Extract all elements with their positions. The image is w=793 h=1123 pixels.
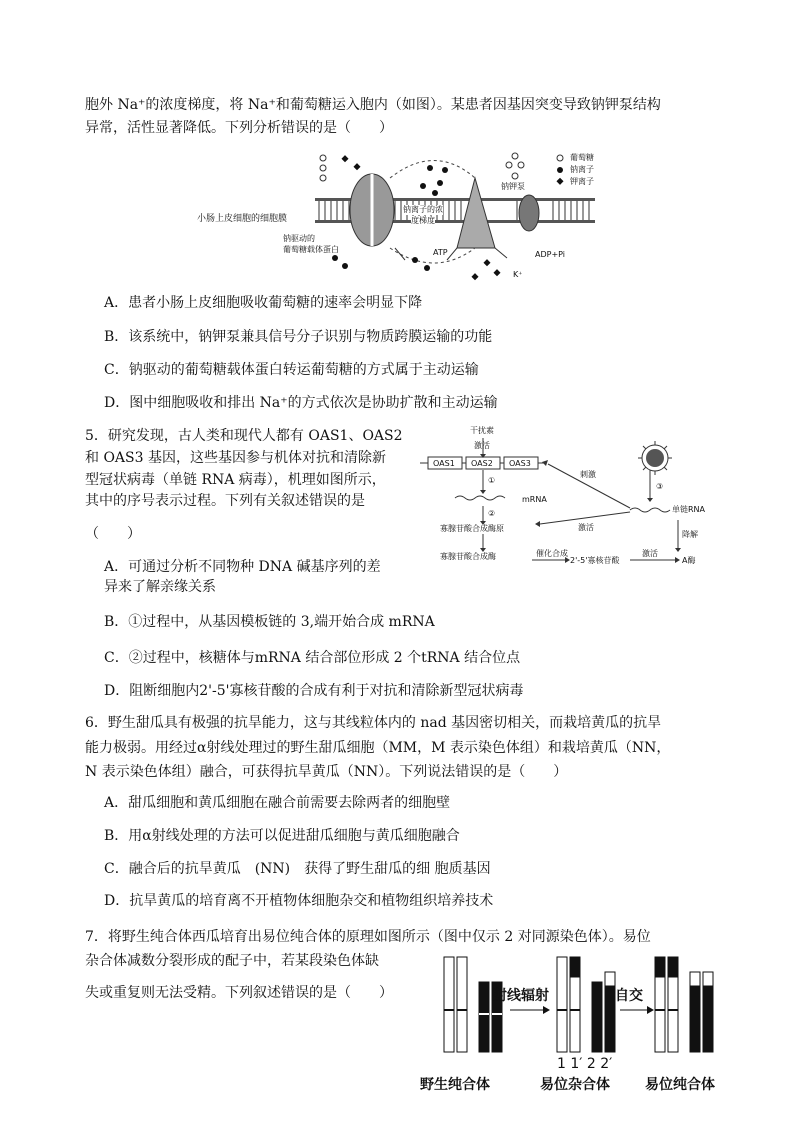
gene-oas3: OAS3 bbox=[509, 459, 531, 468]
q6-option-d: D．抗旱黄瓜的培育离不开植物体细胞杂交和植物组织培养技术 bbox=[104, 893, 494, 909]
q6-option-c: C．融合后的抗旱黄瓜 (NN) 获得了野生甜瓜的细 胞质基因 bbox=[104, 861, 491, 877]
carrier-label-2: 葡萄糖载体蛋白 bbox=[283, 245, 339, 254]
wild-homozygote-label: 野生纯合体 bbox=[420, 1077, 490, 1093]
stimulate-label: 刺激 bbox=[580, 470, 596, 479]
q5-stem-line1: 5．研究发现，古人类和现代人都有 OAS1、OAS2 bbox=[85, 428, 403, 444]
q5-stem-line4: 其中的序号表示过程。下列有关叙述错误的是 bbox=[85, 493, 365, 509]
q4-membrane-figure bbox=[195, 148, 615, 283]
adp-label: ADP+Pi bbox=[535, 250, 566, 259]
q5-stem-line3: 型冠状病毒（单链 RNA 病毒），机理如图所示， bbox=[85, 472, 386, 488]
gradient-label-2: 度梯度 bbox=[411, 216, 435, 225]
legend-glucose: 葡萄糖 bbox=[570, 153, 594, 162]
catalyze-label: 催化合成 bbox=[536, 549, 568, 558]
enzyme-label: 寡腺苷酸合成酶 bbox=[440, 552, 496, 561]
q5-option-c: C．②过程中，核糖体与mRNA 结合部位形成 2 个tRNA 结合位点 bbox=[104, 650, 521, 666]
gene-oas2: OAS2 bbox=[471, 459, 493, 468]
step3-label: ③ bbox=[656, 482, 664, 491]
membrane-label: 小肠上皮细胞的细胞膜 bbox=[197, 214, 288, 224]
q5-oas-pathway-figure bbox=[420, 420, 720, 570]
q5-option-b: B．①过程中，从基因模板链的 3,端开始合成 mRNA bbox=[104, 614, 435, 630]
selfing-label: 自交 bbox=[615, 988, 643, 1004]
q7-stem-line3: 失或重复则无法受精。下列叙述错误的是（ ） bbox=[85, 985, 393, 1001]
interferon-label: 干扰素 bbox=[470, 426, 494, 435]
translocation-homozygote-label: 易位纯合体 bbox=[645, 1077, 715, 1093]
q6-stem-line1: 6．野生甜瓜具有极强的抗旱能力，这与其线粒体内的 nad 基因密切相关，而栽培黄瓜的抗旱 bbox=[85, 715, 662, 731]
k-label: K⁺ bbox=[513, 270, 523, 279]
rnase-label: A酶 bbox=[682, 556, 696, 565]
gene-oas1: OAS1 bbox=[433, 459, 455, 468]
legend-potassium: 钾离子 bbox=[570, 177, 594, 186]
q4-stem-line2: 异常，活性显著降低。下列分析错误的是（ ） bbox=[85, 120, 393, 136]
carrier-label-1: 钠驱动的 bbox=[283, 234, 315, 243]
activate-label: 激活 bbox=[474, 441, 490, 450]
q5-option-a-line1: A．可通过分析不同物种 DNA 碱基序列的差 bbox=[104, 559, 381, 575]
q5-option-d: D．阻断细胞内2'-5'寡核苷酸的合成有利于对抗和清除新型冠状病毒 bbox=[104, 683, 524, 699]
q6-stem-line3: N 表示染色体组）融合，可获得抗旱黄瓜（NN）。下列说法错误的是（ ） bbox=[85, 764, 568, 780]
q6-stem-line2: 能力极弱。用经过α射线处理过的野生甜瓜细胞（MM，M 表示染色体组）和栽培黄瓜（NN， bbox=[85, 740, 671, 756]
oligo-label: 2'-5'寡核苷酸 bbox=[570, 556, 620, 565]
radiation-label: 射线辐射 bbox=[493, 988, 549, 1004]
q5-stem-line5: （ ） bbox=[85, 526, 141, 542]
ssrna-label: 单链RNA bbox=[672, 505, 706, 514]
q4-option-a: A．患者小肠上皮细胞吸收葡萄糖的速率会明显下降 bbox=[104, 295, 423, 311]
enzyme-precursor-label: 寡腺苷酸合成酶原 bbox=[440, 524, 504, 533]
step1-label: ① bbox=[488, 476, 496, 485]
legend-sodium: 钠离子 bbox=[570, 165, 594, 174]
q4-stem-line1: 胞外 Na⁺的浓度梯度，将 Na⁺和葡萄糖运入胞内（如图）。某患者因基因突变导致钠钾泵结构 bbox=[85, 97, 661, 113]
q6-option-a: A．甜瓜细胞和黄瓜细胞在融合前需要去除两者的细胞壁 bbox=[104, 795, 451, 811]
q7-chromosome-figure bbox=[415, 952, 730, 1102]
q7-stem-line2: 杂合体减数分裂形成的配子中，若某段染色体缺 bbox=[85, 953, 379, 969]
atp-label: ATP bbox=[433, 248, 448, 257]
q4-option-d: D．图中细胞吸收和排出 Na⁺的方式依次是协助扩散和主动运输 bbox=[104, 395, 498, 411]
q5-stem-line2: 和 OAS3 基因，这些基因参与机体对抗和清除新 bbox=[85, 450, 386, 466]
q7-stem-line1: 7．将野生纯合体西瓜培育出易位纯合体的原理如图所示（图中仅示 2 对同源染色体）。易位 bbox=[85, 929, 651, 945]
degrade-label: 降解 bbox=[682, 530, 698, 539]
translocation-heterozygote-label: 易位杂合体 bbox=[540, 1077, 610, 1093]
pump-label: 钠钾泵 bbox=[501, 182, 525, 191]
q6-option-b: B．用α射线处理的方法可以促进甜瓜细胞与黄瓜细胞融合 bbox=[104, 828, 460, 844]
activate3-label: 激活 bbox=[642, 549, 658, 558]
mrna-label: mRNA bbox=[522, 495, 547, 504]
q4-option-b: B．该系统中，钠钾泵兼具信号分子识别与物质跨膜运输的功能 bbox=[104, 329, 493, 345]
q5-option-a-line2: 异来了解亲缘关系 bbox=[104, 579, 216, 595]
step2-label: ② bbox=[488, 509, 496, 518]
q4-option-c: C．钠驱动的葡萄糖载体蛋白转运葡萄糖的方式属于主动运输 bbox=[104, 362, 479, 378]
gradient-label-1: 钠离子的浓 bbox=[403, 205, 443, 214]
activate2-label: 激活 bbox=[578, 523, 594, 532]
chromosome-numbers: 1 1′ 2 2′ bbox=[557, 1056, 613, 1072]
